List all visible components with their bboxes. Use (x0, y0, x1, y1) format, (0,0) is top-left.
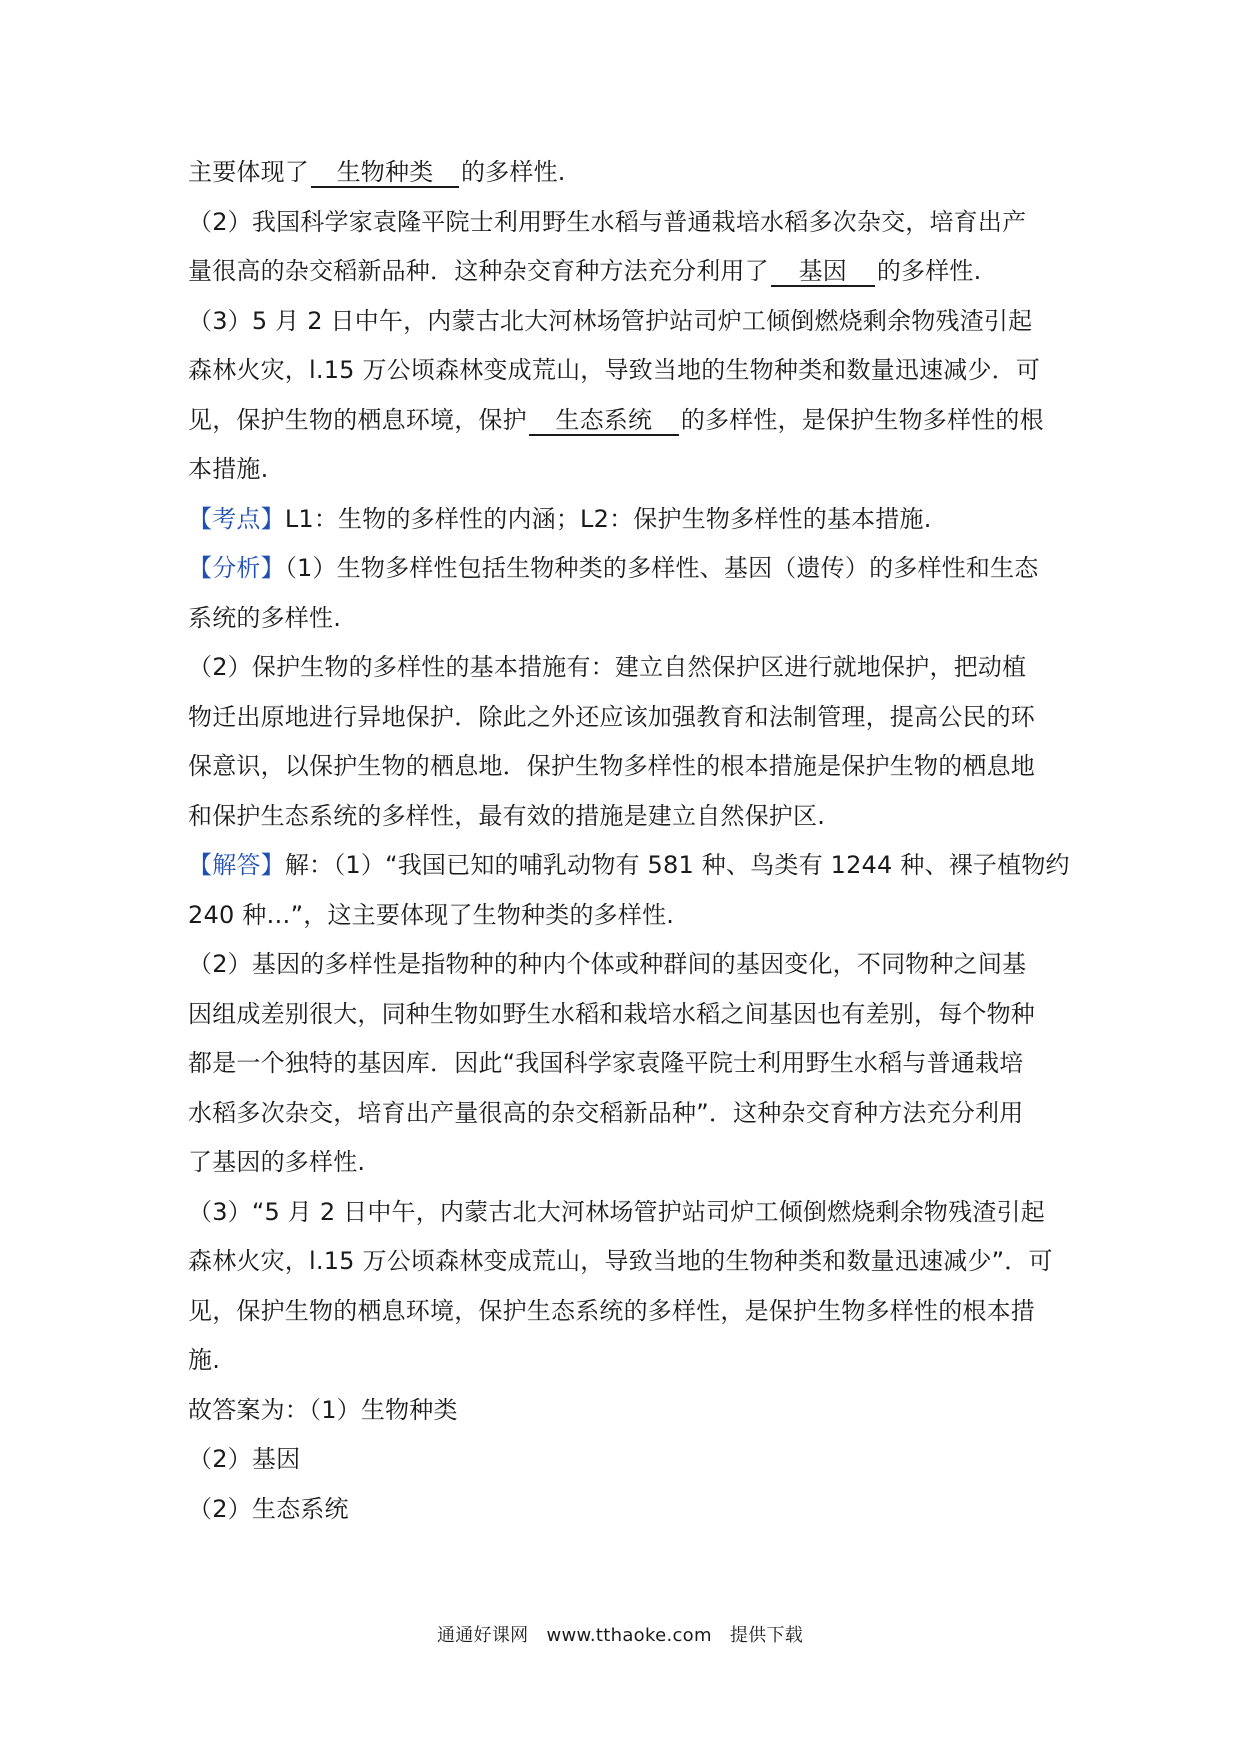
jieda-line: 森林火灾，l.15 万公顷森林变成荒山，导致当地的生物种类和数量迅速减少”．可 (188, 1247, 1053, 1275)
jieda-line: （2）基因的多样性是指物种的种内个体或种群间的基因变化，不同物种之间基 (188, 950, 1027, 978)
question-line-3 (188, 247, 1058, 297)
jieda-line: 因组成差别很大，同种生物如野生水稻和栽培水稻之间基因也有差别，每个物种 (188, 999, 1035, 1028)
fenxi-line: 系统的多样性. (188, 603, 342, 632)
kaodian-line (188, 495, 1058, 545)
question-text: 主要体现了 (188, 158, 309, 186)
jieda-line: 见，保护生物的栖息环境，保护生态系统的多样性，是保护生物多样性的根本措 (188, 1296, 1035, 1325)
question-line-6 (188, 396, 1058, 446)
question-line-7: 本措施. (188, 455, 269, 483)
question-text: 的多样性. (461, 158, 566, 186)
fenxi-line-1 (188, 544, 1058, 594)
jieda-line: （3）“5 月 2 日中午，内蒙古北大河林场管护站司炉工倾倒燃烧剩余物残渣引起 (188, 1197, 1045, 1226)
fenxi-line: 保意识，以保护生物的栖息地．保护生物多样性的根本措施是保护生物的栖息地 (188, 752, 1035, 780)
answer-summary: （2）生态系统 (188, 1494, 349, 1523)
answer-summary: （2）基因 (188, 1445, 301, 1473)
fenxi-line: 和保护生态系统的多样性，最有效的措施是建立自然保护区. (188, 801, 826, 830)
question-text: 的多样性，是保护生物多样性的根 (680, 405, 1044, 434)
answer-blank-ecosystem: 生态系统 (529, 406, 679, 436)
fenxi-line: （2）保护生物的多样性的基本措施有：建立自然保护区进行就地保护，把动植 (188, 653, 1027, 681)
question-line-1 (188, 148, 1058, 198)
fenxi-tag: 【分析】 (188, 554, 285, 582)
jieda-line: 施. (188, 1346, 221, 1374)
question-text: 量很高的杂交稻新品种．这种杂交育种方法充分利用了 (188, 257, 769, 285)
question-text: 的多样性. (876, 257, 982, 285)
jieda-line: 水稻多次杂交，培育出产量很高的杂交稻新品种”．这种杂交育种方法充分利用 (188, 1098, 1024, 1127)
question-line-5: 森林火灾，l.15 万公顷森林变成荒山，导致当地的生物种类和数量迅速减少．可 (188, 356, 1041, 384)
answer-blank-species: 生物种类 (311, 158, 459, 188)
jieda-text: 解：（1）“我国已知的哺乳动物有 581 种、鸟类有 1244 种、裸子植物约 (284, 851, 1070, 879)
jieda-line: 240 种…”，这主要体现了生物种类的多样性. (188, 900, 675, 929)
jieda-line-1 (188, 841, 1070, 891)
jieda-line: 了基因的多样性. (188, 1148, 366, 1176)
answer-blank-gene: 基因 (771, 257, 875, 287)
document-body (188, 148, 1070, 1534)
kaodian-tag: 【考点】 (188, 504, 285, 533)
fenxi-line: 物迁出原地进行异地保护．除此之外还应该加强教育和法制管理，提高公民的环 (188, 702, 1035, 731)
footer-site: 通通好课网 (436, 1625, 529, 1646)
page-footer (0, 1621, 1240, 1647)
question-text: 见，保护生物的栖息环境，保护 (188, 405, 527, 434)
jieda-tag: 【解答】 (188, 851, 285, 879)
answer-summary: 故答案为：（1）生物种类 (188, 1395, 458, 1424)
footer-url[interactable]: www.tthaoke.com (546, 1625, 712, 1646)
jieda-line: 都是一个独特的基因库．因此“我国科学家袁隆平院士利用野生水稻与普通栽培 (188, 1049, 1024, 1077)
question-line-2: （2）我国科学家袁隆平院士利用野生水稻与普通栽培水稻多次杂交，培育出产 (188, 207, 1027, 236)
kaodian-text: L1：生物的多样性的内涵；L2：保护生物多样性的基本措施. (284, 504, 932, 533)
footer-note: 提供下载 (729, 1625, 804, 1646)
question-line-4: （3）5 月 2 日中午，内蒙古北大河林场管护站司炉工倾倒燃烧剩余物残渣引起 (188, 306, 1033, 335)
fenxi-text: （1）生物多样性包括生物种类的多样性、基因（遗传）的多样性和生态 (284, 554, 1039, 582)
